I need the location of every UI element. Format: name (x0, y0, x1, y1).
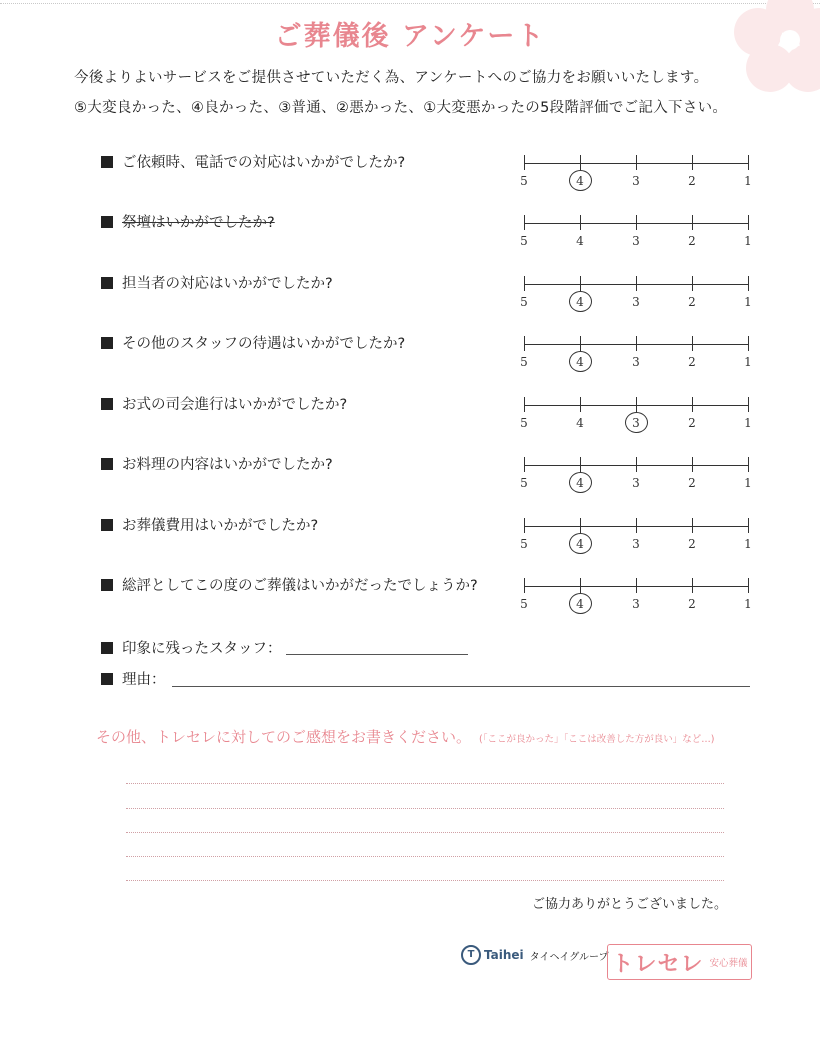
question-row (101, 211, 275, 232)
scale-label[interactable]: 2 (688, 476, 696, 490)
scale-label[interactable]: 4 (576, 537, 584, 551)
comment-line (126, 856, 724, 857)
scale-tick (636, 336, 637, 351)
scale-label[interactable]: 1 (744, 295, 752, 309)
scale-label[interactable]: 3 (632, 597, 640, 611)
scale-tick (748, 155, 749, 170)
question-row (101, 453, 333, 474)
scale-label[interactable]: 5 (520, 234, 528, 248)
selected-rating-circle (569, 533, 592, 554)
selected-rating-circle (625, 412, 648, 433)
intro-line-1: 今後よりよいサービスをご提供させていただく為、アンケートへのご協力をお願いいたします。 (74, 70, 709, 86)
scale-tick (580, 518, 581, 533)
selected-rating-circle (569, 170, 592, 191)
selected-rating-circle (569, 472, 592, 493)
scale-tick (524, 276, 525, 291)
bullet-square-icon (101, 156, 113, 168)
scale-tick (580, 397, 581, 412)
thanks-text: ご協力ありがとうございました。 (531, 897, 727, 912)
question-text: 担当者の対応はいかがでしたか? (122, 276, 333, 292)
question-text: お葬儀費用はいかがでしたか? (122, 518, 319, 534)
scale-tick (636, 215, 637, 230)
scale-tick (636, 578, 637, 593)
rating-scale[interactable] (520, 457, 760, 497)
scale-tick (636, 397, 637, 412)
scale-tick (580, 578, 581, 593)
scale-label[interactable]: 4 (576, 234, 584, 248)
scale-label[interactable]: 5 (520, 597, 528, 611)
scale-label[interactable]: 3 (632, 537, 640, 551)
scale-label[interactable]: 2 (688, 355, 696, 369)
scale-tick (692, 336, 693, 351)
scale-tick (524, 397, 525, 412)
scale-tick (748, 518, 749, 533)
scale-tick (524, 578, 525, 593)
scale-tick (692, 155, 693, 170)
scale-label[interactable]: 5 (520, 476, 528, 490)
scale-label[interactable]: 3 (632, 234, 640, 248)
scale-tick (692, 397, 693, 412)
brand-name: トレセレ (611, 951, 704, 977)
scale-label[interactable]: 1 (744, 476, 752, 490)
scale-tick (748, 215, 749, 230)
rating-scale[interactable] (520, 518, 760, 558)
question-text: その他のスタッフの待遇はいかがでしたか? (122, 336, 406, 352)
brand-sub: 安心葬儀 (709, 958, 748, 969)
scale-label[interactable]: 1 (744, 597, 752, 611)
taihei-logo (461, 945, 608, 965)
scale-label[interactable]: 1 (744, 355, 752, 369)
staff-input[interactable] (286, 654, 468, 655)
scale-label[interactable]: 2 (688, 174, 696, 188)
comments-prompt-text: その他、トレセレに対してのご感想をお書きください。 (96, 728, 472, 746)
scale-tick (636, 276, 637, 291)
scale-label[interactable]: 2 (688, 537, 696, 551)
taihei-name: Taihei (484, 948, 524, 962)
top-border (0, 3, 820, 4)
scale-tick (580, 336, 581, 351)
scale-label[interactable]: 1 (744, 537, 752, 551)
intro-line-2: ⑤大変良かった、④良かった、③普通、②悪かった、①大変悪かったの5段階評価でご記入下さい。 (74, 100, 728, 116)
question-row (101, 332, 405, 353)
scale-tick (524, 457, 525, 472)
scale-label[interactable]: 5 (520, 416, 528, 430)
comment-line (126, 808, 724, 809)
bullet-square-icon (101, 398, 113, 410)
bullet-square-icon (101, 519, 113, 531)
selected-rating-circle (569, 593, 592, 614)
scale-label[interactable]: 1 (744, 416, 752, 430)
question-row (101, 151, 405, 172)
comment-line (126, 783, 724, 784)
scale-tick (636, 457, 637, 472)
scale-tick (636, 155, 637, 170)
question-text: ご依頼時、電話での対応はいかがでしたか? (122, 155, 406, 171)
reason-input[interactable] (172, 686, 750, 687)
scale-tick (524, 336, 525, 351)
scale-label[interactable]: 2 (688, 416, 696, 430)
scale-tick (580, 276, 581, 291)
question-row (101, 272, 333, 293)
scale-tick (748, 578, 749, 593)
selected-rating-circle (569, 351, 592, 372)
scale-tick (748, 397, 749, 412)
scale-label[interactable]: 3 (632, 295, 640, 309)
scale-label[interactable]: 4 (576, 174, 584, 188)
group-name: タイヘイグループ (529, 951, 609, 963)
scale-label[interactable]: 4 (576, 416, 584, 430)
question-text: 祭壇はいかがでしたか? (122, 215, 275, 231)
question-text: お式の司会進行はいかがでしたか? (122, 397, 348, 413)
page-title: ご葬儀後 アンケート (274, 21, 546, 52)
bullet-square-icon (101, 673, 113, 685)
rating-scale[interactable] (520, 336, 760, 376)
scale-tick (580, 155, 581, 170)
scale-tick (524, 518, 525, 533)
scale-tick (580, 457, 581, 472)
question-row (101, 574, 478, 595)
bullet-square-icon (101, 216, 113, 228)
scale-label[interactable]: 5 (520, 355, 528, 369)
scale-tick (692, 457, 693, 472)
scale-tick (748, 276, 749, 291)
comment-line (126, 880, 724, 881)
selected-rating-circle (569, 291, 592, 312)
scale-label[interactable]: 5 (520, 174, 528, 188)
rating-scale[interactable] (520, 397, 760, 437)
comment-line (126, 832, 724, 833)
scale-tick (748, 457, 749, 472)
scale-tick (692, 276, 693, 291)
staff-field-label: 印象に残ったスタッフ： (122, 641, 282, 657)
bullet-square-icon (101, 579, 113, 591)
bullet-square-icon (101, 458, 113, 470)
comments-prompt (96, 726, 714, 747)
scale-label[interactable]: 3 (632, 476, 640, 490)
question-text: 総評としてこの度のご葬儀はいかがだったでしょうか? (122, 578, 478, 594)
scale-label[interactable]: 4 (576, 597, 584, 611)
rating-scale[interactable] (520, 578, 760, 618)
scale-label[interactable]: 4 (576, 476, 584, 490)
question-row (101, 514, 318, 535)
scale-tick (524, 215, 525, 230)
scale-label[interactable]: 2 (688, 295, 696, 309)
scale-label[interactable]: 5 (520, 537, 528, 551)
scale-tick (636, 518, 637, 533)
reason-field-row (101, 668, 166, 689)
scale-tick (692, 215, 693, 230)
question-row (101, 393, 347, 414)
scale-label[interactable]: 4 (576, 295, 584, 309)
brand-badge (607, 944, 752, 980)
scale-label[interactable]: 3 (632, 416, 640, 430)
rating-scale[interactable] (520, 155, 760, 195)
scale-label[interactable]: 3 (632, 355, 640, 369)
scale-tick (524, 155, 525, 170)
rating-scale[interactable] (520, 215, 760, 255)
question-text: お料理の内容はいかがでしたか? (122, 457, 333, 473)
rating-scale[interactable] (520, 276, 760, 316)
bullet-square-icon (101, 642, 113, 654)
bullet-square-icon (101, 277, 113, 289)
reason-field-label: 理由： (122, 672, 166, 688)
scale-label[interactable]: 4 (576, 355, 584, 369)
comments-example: (「ここが良かった」「ここは改善した方が良い」など…) (479, 734, 715, 745)
scale-tick (748, 336, 749, 351)
taihei-mark-icon: T (461, 945, 481, 965)
staff-field-row (101, 637, 282, 658)
scale-label[interactable]: 3 (632, 174, 640, 188)
scale-label[interactable]: 1 (744, 234, 752, 248)
scale-tick (692, 578, 693, 593)
scale-label[interactable]: 2 (688, 234, 696, 248)
bullet-square-icon (101, 337, 113, 349)
scale-label[interactable]: 1 (744, 174, 752, 188)
scale-tick (692, 518, 693, 533)
scale-label[interactable]: 5 (520, 295, 528, 309)
scale-label[interactable]: 2 (688, 597, 696, 611)
scale-tick (580, 215, 581, 230)
